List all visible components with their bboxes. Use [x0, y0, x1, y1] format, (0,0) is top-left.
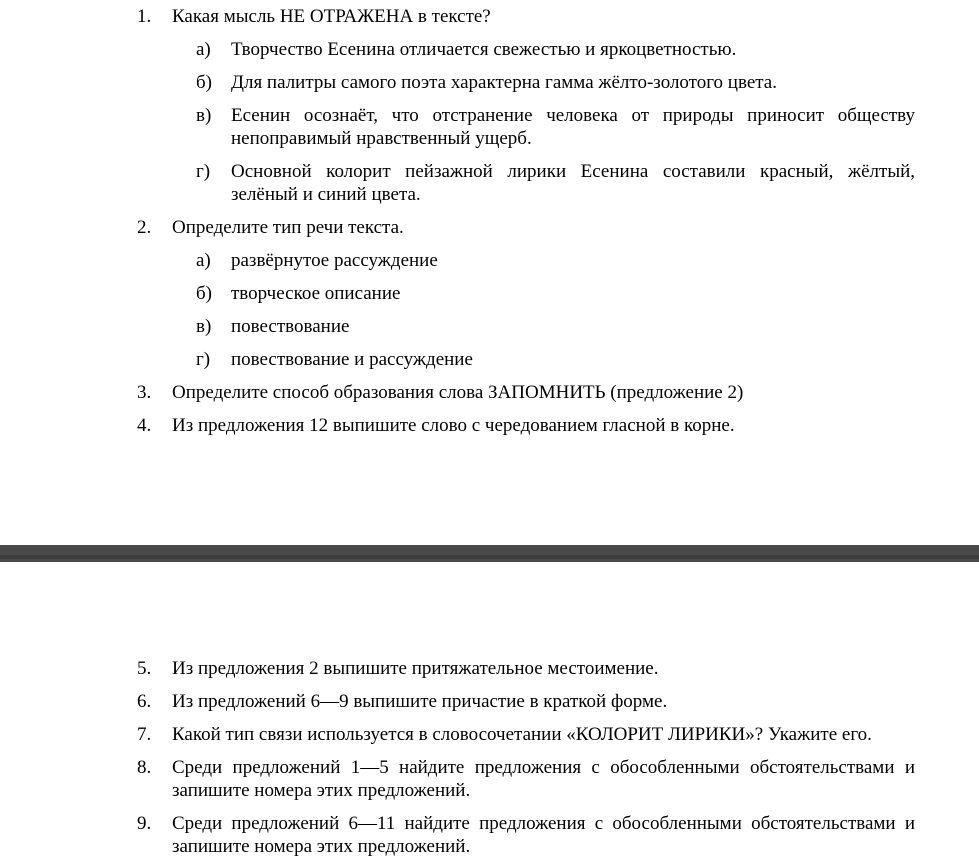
option-letter: б) — [196, 72, 212, 93]
question-3 — [137, 381, 915, 404]
question-number: 9. — [137, 813, 152, 834]
answer-option — [196, 315, 915, 338]
question-text: Из предложения 2 выпишите притяжательное местоимение. — [172, 658, 659, 679]
question-number: 8. — [137, 757, 152, 778]
answer-option — [196, 38, 915, 61]
answer-option — [196, 71, 915, 94]
question-6 — [137, 690, 915, 713]
option-letter: в) — [196, 316, 212, 337]
question-number: 3. — [137, 382, 152, 403]
option-letter: г) — [196, 349, 211, 370]
option-text: Есенин осознаёт, что отстранение человека от природы приносит обществу непоправимый нравственный ущерб. — [231, 105, 915, 149]
question-text: Из предложений 6—9 выпишите причастие в краткой форме. — [172, 691, 668, 712]
option-letter: г) — [196, 161, 211, 182]
question-number: 7. — [137, 724, 152, 745]
option-text: повествование и рассуждение — [231, 349, 473, 370]
option-letter: б) — [196, 283, 212, 304]
page-separator — [0, 545, 979, 562]
question-text: Определите способ образования слова ЗАПОМНИТЬ (предложение 2) — [172, 382, 744, 403]
question-number: 1. — [137, 6, 152, 27]
answer-option — [196, 249, 915, 272]
question-7 — [137, 723, 915, 746]
question-2 — [137, 216, 915, 239]
option-text: развёрнутое рассуждение — [231, 250, 438, 271]
question-text: Какая мысль НЕ ОТРАЖЕНА в тексте? — [172, 6, 491, 27]
question-text: Среди предложений 6—11 найдите предложения с обособленными обстоятельствами и запишите номера этих предложений. — [172, 813, 915, 857]
question-text: Среди предложений 1—5 найдите предложения с обособленными обстоятельствами и запишите номера этих предложений. — [172, 757, 915, 801]
option-text: Основной колорит пейзажной лирики Есенина составили красный, жёлтый, зелёный и синий цвета. — [231, 161, 915, 205]
answer-option — [196, 348, 915, 371]
question-number: 2. — [137, 217, 152, 238]
question-number: 4. — [137, 415, 152, 436]
question-text: Из предложения 12 выпишите слово с чередованием гласной в корне. — [172, 415, 735, 436]
document-page-2 — [0, 562, 979, 859]
question-9 — [137, 812, 915, 858]
answer-option — [196, 282, 915, 305]
question-5 — [137, 657, 915, 680]
option-letter: а) — [196, 250, 211, 271]
option-letter: а) — [196, 39, 211, 60]
question-4 — [137, 414, 915, 437]
option-letter: в) — [196, 105, 212, 126]
option-text: Для палитры самого поэта характерна гамма жёлто-золотого цвета. — [231, 72, 777, 93]
question-1 — [137, 5, 915, 28]
answer-option — [196, 104, 915, 150]
option-text: творческое описание — [231, 283, 401, 304]
question-text: Какой тип связи используется в словосочетании «КОЛОРИТ ЛИРИКИ»? Укажите его. — [172, 724, 872, 745]
question-number: 5. — [137, 658, 152, 679]
option-text: повествование — [231, 316, 350, 337]
question-number: 6. — [137, 691, 152, 712]
answer-option — [196, 160, 915, 206]
question-8 — [137, 756, 915, 802]
option-text: Творчество Есенина отличается свежестью и яркоцветностью. — [231, 39, 737, 60]
question-text: Определите тип речи текста. — [172, 217, 404, 238]
